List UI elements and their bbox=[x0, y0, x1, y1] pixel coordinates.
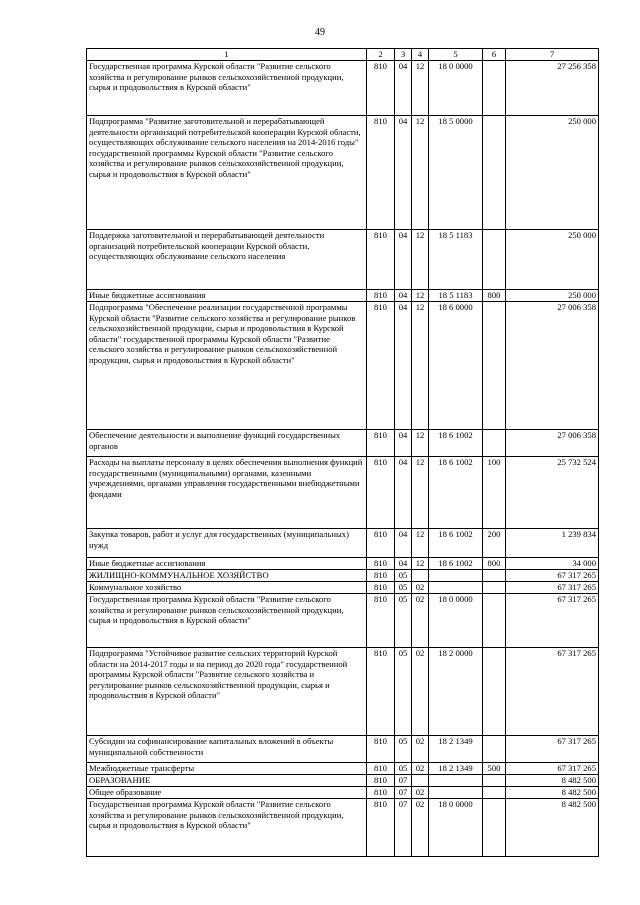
row-target-article bbox=[429, 775, 483, 787]
row-expense-type bbox=[483, 736, 506, 763]
row-grbs: 810 bbox=[367, 763, 395, 775]
column-header: 5 bbox=[429, 49, 483, 61]
row-expense-type bbox=[483, 430, 506, 457]
row-section: 04 bbox=[395, 302, 412, 430]
table-row bbox=[87, 736, 599, 763]
row-target-article: 18 5 1183 bbox=[429, 290, 483, 302]
row-target-article: 18 0 0000 bbox=[429, 799, 483, 857]
row-expense-type bbox=[483, 230, 506, 290]
row-name: Иные бюджетные ассигнования bbox=[87, 290, 367, 302]
row-subsection: 02 bbox=[412, 582, 429, 594]
row-name: Поддержка заготовительной и перерабатывающей деятельности организаций потребительской кооперации Курской области, осуществляющих обслуживание сельского населения bbox=[87, 230, 367, 290]
row-section: 04 bbox=[395, 430, 412, 457]
row-amount: 67 317 265 bbox=[506, 648, 599, 736]
row-amount: 250 000 bbox=[506, 290, 599, 302]
table-row bbox=[87, 457, 599, 529]
row-name: Расходы на выплаты персоналу в целях обеспечения выполнения функций государственными (муниципальными) органами, казенными учреждениями, органами управления государственными внебюджетными фондами bbox=[87, 457, 367, 529]
row-name: Коммунальное хозяйство bbox=[87, 582, 367, 594]
row-grbs: 810 bbox=[367, 558, 395, 570]
row-grbs: 810 bbox=[367, 529, 395, 558]
row-section: 05 bbox=[395, 582, 412, 594]
row-grbs: 810 bbox=[367, 302, 395, 430]
row-target-article: 18 5 0000 bbox=[429, 116, 483, 230]
row-expense-type: 800 bbox=[483, 558, 506, 570]
row-grbs: 810 bbox=[367, 570, 395, 582]
row-expense-type bbox=[483, 302, 506, 430]
row-target-article: 18 0 0000 bbox=[429, 594, 483, 648]
row-target-article: 18 2 1349 bbox=[429, 763, 483, 775]
table-row bbox=[87, 799, 599, 857]
row-section: 04 bbox=[395, 529, 412, 558]
row-target-article bbox=[429, 787, 483, 799]
row-grbs: 810 bbox=[367, 787, 395, 799]
row-section: 07 bbox=[395, 799, 412, 857]
row-grbs: 810 bbox=[367, 582, 395, 594]
table-row bbox=[87, 787, 599, 799]
row-section: 05 bbox=[395, 736, 412, 763]
row-name: ЖИЛИЩНО-КОММУНАЛЬНОЕ ХОЗЯЙСТВО bbox=[87, 570, 367, 582]
row-subsection: 12 bbox=[412, 302, 429, 430]
table-header-row bbox=[87, 49, 599, 61]
page-number: 49 bbox=[315, 27, 325, 38]
row-amount: 67 317 265 bbox=[506, 570, 599, 582]
row-target-article: 18 6 1002 bbox=[429, 529, 483, 558]
row-subsection: 02 bbox=[412, 736, 429, 763]
row-target-article: 18 6 1002 bbox=[429, 430, 483, 457]
row-subsection: 02 bbox=[412, 763, 429, 775]
row-expense-type bbox=[483, 775, 506, 787]
row-subsection: 12 bbox=[412, 230, 429, 290]
row-section: 04 bbox=[395, 457, 412, 529]
row-expense-type: 200 bbox=[483, 529, 506, 558]
row-subsection bbox=[412, 775, 429, 787]
table-row bbox=[87, 529, 599, 558]
row-section: 05 bbox=[395, 594, 412, 648]
row-target-article: 18 6 1002 bbox=[429, 558, 483, 570]
row-grbs: 810 bbox=[367, 736, 395, 763]
row-subsection: 02 bbox=[412, 648, 429, 736]
row-section: 04 bbox=[395, 116, 412, 230]
row-subsection: 12 bbox=[412, 290, 429, 302]
row-name: Государственная программа Курской области "Развитие сельского хозяйства и регулирование рынков сельскохозяйственной продукции, сырья и продовольствия в Курской области" bbox=[87, 799, 367, 857]
table-row bbox=[87, 302, 599, 430]
row-expense-type bbox=[483, 116, 506, 230]
row-grbs: 810 bbox=[367, 290, 395, 302]
budget-table bbox=[86, 48, 599, 857]
row-subsection: 12 bbox=[412, 61, 429, 116]
row-name: Подпрограмма "Обеспечение реализации государственной программы Курской области "Развитие сельского хозяйства и регулирование рынков сельскохозяйственной продукции, сырья и продовольствия в Курской области" государственной программы Курской области "Развитие сельского хозяйства и регулирование рынков сельскохозяйственной продукции, сырья и продовольствия в Курской области" bbox=[87, 302, 367, 430]
row-expense-type bbox=[483, 594, 506, 648]
row-grbs: 810 bbox=[367, 430, 395, 457]
row-grbs: 810 bbox=[367, 116, 395, 230]
row-amount: 67 317 265 bbox=[506, 582, 599, 594]
column-header: 4 bbox=[412, 49, 429, 61]
column-header: 1 bbox=[87, 49, 367, 61]
row-target-article: 18 5 1183 bbox=[429, 230, 483, 290]
row-expense-type bbox=[483, 582, 506, 594]
row-expense-type bbox=[483, 799, 506, 857]
row-subsection: 12 bbox=[412, 457, 429, 529]
row-name: Закупка товаров, работ и услуг для государственных (муниципальных) нужд bbox=[87, 529, 367, 558]
row-expense-type bbox=[483, 570, 506, 582]
row-amount: 27 006 358 bbox=[506, 302, 599, 430]
row-grbs: 810 bbox=[367, 61, 395, 116]
row-amount: 67 317 265 bbox=[506, 736, 599, 763]
row-amount: 250 000 bbox=[506, 230, 599, 290]
row-subsection: 12 bbox=[412, 529, 429, 558]
column-header: 7 bbox=[506, 49, 599, 61]
column-header: 2 bbox=[367, 49, 395, 61]
row-amount: 250 000 bbox=[506, 116, 599, 230]
row-name: Межбюджетные трансферты bbox=[87, 763, 367, 775]
table-row bbox=[87, 775, 599, 787]
row-target-article: 18 0 0000 bbox=[429, 61, 483, 116]
row-amount: 8 482 500 bbox=[506, 775, 599, 787]
row-section: 04 bbox=[395, 290, 412, 302]
row-name: Государственная программа Курской области "Развитие сельского хозяйства и регулирование рынков сельскохозяйственной продукции, сырья и продовольствия в Курской области" bbox=[87, 61, 367, 116]
row-target-article: 18 2 0000 bbox=[429, 648, 483, 736]
row-section: 05 bbox=[395, 570, 412, 582]
row-amount: 67 317 265 bbox=[506, 763, 599, 775]
row-grbs: 810 bbox=[367, 775, 395, 787]
row-expense-type: 800 bbox=[483, 290, 506, 302]
row-grbs: 810 bbox=[367, 799, 395, 857]
row-subsection: 02 bbox=[412, 799, 429, 857]
row-name: Иные бюджетные ассигнования bbox=[87, 558, 367, 570]
row-section: 05 bbox=[395, 648, 412, 736]
row-expense-type: 500 bbox=[483, 763, 506, 775]
row-subsection: 02 bbox=[412, 594, 429, 648]
row-amount: 8 482 500 bbox=[506, 799, 599, 857]
table-row bbox=[87, 594, 599, 648]
row-section: 04 bbox=[395, 61, 412, 116]
row-amount: 27 006 358 bbox=[506, 430, 599, 457]
row-name: Субсидии на софинансирование капитальных вложений в объекты муниципальной собственности bbox=[87, 736, 367, 763]
row-target-article bbox=[429, 582, 483, 594]
table-row bbox=[87, 290, 599, 302]
row-amount: 34 000 bbox=[506, 558, 599, 570]
row-target-article: 18 6 1002 bbox=[429, 457, 483, 529]
row-grbs: 810 bbox=[367, 457, 395, 529]
row-grbs: 810 bbox=[367, 594, 395, 648]
row-section: 04 bbox=[395, 230, 412, 290]
table-row bbox=[87, 116, 599, 230]
row-amount: 67 317 265 bbox=[506, 594, 599, 648]
row-section: 05 bbox=[395, 763, 412, 775]
row-name: Подпрограмма "Развитие заготовительной и перерабатывающей деятельности организаций потребительской кооперации Курской области, осуществляющих обслуживание сельского населения на 2014-2016 годы" государственной программы Курской области "Развитие сельского хозяйства и регулирование рынков сельскохозяйственной продукции, сырья и продовольствия в Курской области" bbox=[87, 116, 367, 230]
row-subsection: 02 bbox=[412, 787, 429, 799]
row-expense-type bbox=[483, 61, 506, 116]
table-row bbox=[87, 570, 599, 582]
row-amount: 27 256 358 bbox=[506, 61, 599, 116]
row-target-article: 18 6 0000 bbox=[429, 302, 483, 430]
row-target-article: 18 2 1349 bbox=[429, 736, 483, 763]
row-subsection: 12 bbox=[412, 558, 429, 570]
row-grbs: 810 bbox=[367, 648, 395, 736]
column-header: 6 bbox=[483, 49, 506, 61]
row-name: Подпрограмма "Устойчивое развитие сельских территорий Курской области на 2014-2017 годы и на период до 2020 года" государственной программы Курской области "Развитие сельского хозяйства и регулирование рынков сельскохозяйственной продукции, сырья и продовольствия в Курской области" bbox=[87, 648, 367, 736]
row-amount: 8 482 500 bbox=[506, 787, 599, 799]
row-section: 04 bbox=[395, 558, 412, 570]
row-amount: 25 732 524 bbox=[506, 457, 599, 529]
row-expense-type: 100 bbox=[483, 457, 506, 529]
row-subsection: 12 bbox=[412, 116, 429, 230]
row-amount: 1 239 834 bbox=[506, 529, 599, 558]
row-expense-type bbox=[483, 648, 506, 736]
row-expense-type bbox=[483, 787, 506, 799]
table-row bbox=[87, 61, 599, 116]
table-row bbox=[87, 430, 599, 457]
row-target-article bbox=[429, 570, 483, 582]
row-grbs: 810 bbox=[367, 230, 395, 290]
row-subsection: 12 bbox=[412, 430, 429, 457]
row-name: Общее образование bbox=[87, 787, 367, 799]
row-name: ОБРАЗОВАНИЕ bbox=[87, 775, 367, 787]
row-section: 07 bbox=[395, 787, 412, 799]
row-name: Обеспечение деятельности и выполнение функций государственных органов bbox=[87, 430, 367, 457]
table-row bbox=[87, 558, 599, 570]
table-row bbox=[87, 648, 599, 736]
table-row bbox=[87, 230, 599, 290]
row-subsection bbox=[412, 570, 429, 582]
table-row bbox=[87, 582, 599, 594]
row-name: Государственная программа Курской области "Развитие сельского хозяйства и регулирование рынков сельскохозяйственной продукции, сырья и продовольствия в Курской области" bbox=[87, 594, 367, 648]
table-row bbox=[87, 763, 599, 775]
row-section: 07 bbox=[395, 775, 412, 787]
column-header: 3 bbox=[395, 49, 412, 61]
